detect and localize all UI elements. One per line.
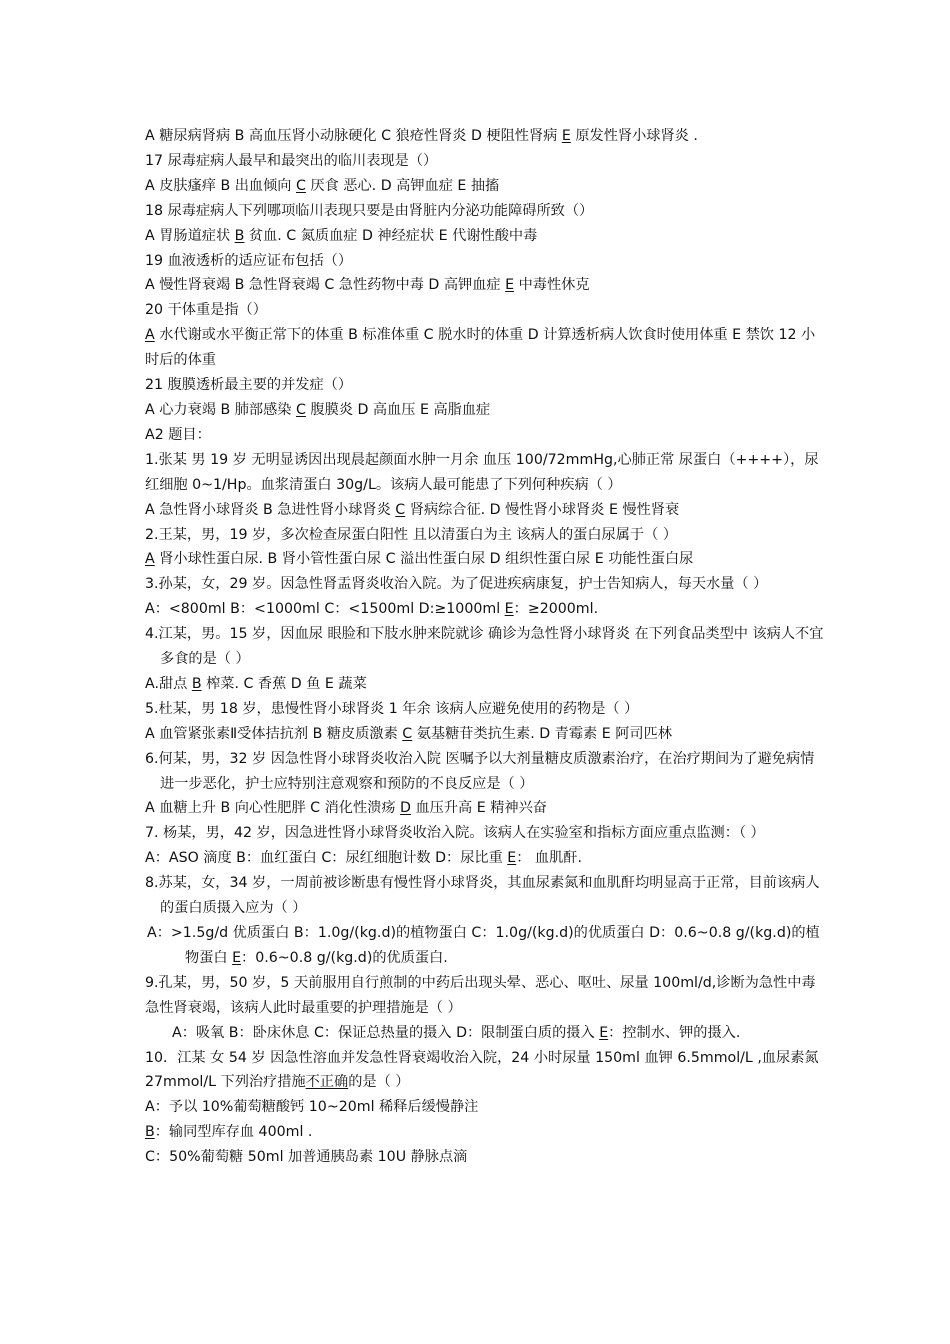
text-line bbox=[145, 821, 825, 846]
line-text: A 慢性肾衰竭 B 急性肾衰竭 C 急性药物中毒 D 高钾血症 bbox=[145, 277, 506, 294]
underlined-answer: E bbox=[561, 128, 571, 144]
underlined-answer: B bbox=[145, 1124, 155, 1141]
line-text: 3.孙某，女，29 岁。因急性肾盂肾炎收治入院。为了促进疾病康复，护士告知病人，每天水量（ ） bbox=[145, 576, 768, 593]
text-line bbox=[145, 124, 825, 149]
line-text: 8.苏某，女，34 岁，一周前被诊断患有慢性肾小球肾炎，其血尿素氮和血肌酐均明显高于正常，目前该病人的蛋白质摄入应为（ ） bbox=[145, 875, 820, 917]
text-line bbox=[145, 1120, 825, 1145]
text-line bbox=[145, 921, 825, 971]
text-line bbox=[145, 498, 825, 523]
line-text-rest: 血压升高 E 精神兴奋 bbox=[410, 800, 547, 817]
line-text: A 心力衰竭 B 肺部感染 bbox=[145, 401, 296, 418]
text-line bbox=[145, 398, 825, 423]
text-line bbox=[145, 273, 825, 298]
line-text: A 糖尿病肾病 B 高血压肾小动脉硬化 C 狼疮性肾炎 D 梗阻性肾病 bbox=[145, 128, 562, 144]
line-text: A：ASO 滴度 B：血红蛋白 C：尿红细胞计数 D：尿比重 bbox=[145, 850, 508, 867]
text-line bbox=[145, 298, 825, 323]
line-text: A：吸氧 B：卧床休息 C：保证总热量的摄入 D：限制蛋白质的摄入 bbox=[172, 1024, 600, 1041]
text-line bbox=[145, 249, 825, 274]
text-line bbox=[145, 1021, 825, 1046]
line-text: 20 干体重是指（） bbox=[145, 302, 267, 319]
line-text-rest: ：≥2000ml. bbox=[513, 601, 599, 618]
underlined-answer: B bbox=[191, 675, 202, 692]
line-text: 1.张某 男 19 岁 无明显诱因出现晨起颜面水肿一月余 血压 100/72mmHg,心肺正常 尿蛋白（++++），尿红细胞 0~1/Hp。血浆清蛋白 30g/L。该病人最可能患了下列何种疾病（ ） bbox=[145, 451, 819, 493]
line-text-rest: 厌食 恶心. D 高钾血症 E 抽搐 bbox=[305, 177, 500, 194]
underlined-answer: E bbox=[505, 277, 515, 294]
line-text-rest: ： 血肌酐. bbox=[516, 850, 583, 867]
text-line bbox=[145, 174, 825, 199]
line-text: 10．江某 女 54 岁 因急性溶血并发急性肾衰竭收治入院，24 小时尿量 150ml 血钾 6.5mmol/L ,血尿素氮 27mmol/L 下列治疗措施 bbox=[145, 1049, 819, 1091]
line-text: A：<800ml B：<1000ml C：<1500ml D:≥1000ml bbox=[145, 601, 505, 618]
text-line bbox=[145, 622, 825, 672]
text-line bbox=[145, 672, 825, 697]
line-text-rest: 肾小球性蛋白尿. B 肾小管性蛋白尿 C 溢出性蛋白尿 D 组织性蛋白尿 E 功能性蛋白尿 bbox=[154, 551, 694, 568]
text-line bbox=[145, 1145, 825, 1170]
underlined-answer: D bbox=[400, 800, 411, 817]
text-line bbox=[145, 199, 825, 224]
line-text: 17 尿毒症病人最早和最突出的临川表现是（） bbox=[145, 152, 438, 169]
text-line bbox=[145, 846, 825, 871]
text-line bbox=[145, 796, 825, 821]
underlined-answer: 不正确 bbox=[305, 1074, 349, 1091]
text-line bbox=[145, 547, 825, 572]
text-line bbox=[145, 971, 825, 1021]
line-text-rest: 榨菜. C 香蕉 D 鱼 E 蔬菜 bbox=[201, 675, 367, 692]
underlined-answer: E bbox=[232, 949, 242, 966]
line-text: A.甜点 bbox=[145, 675, 192, 692]
line-text: 2.王某，男，19 岁，多次检查尿蛋白阳性 且以清蛋白为主 该病人的蛋白尿属于（ ） bbox=[145, 526, 678, 543]
line-text-rest: ：输同型库存血 400ml . bbox=[154, 1124, 313, 1141]
text-line bbox=[145, 747, 825, 797]
text-line bbox=[145, 224, 825, 249]
line-text-rest: 贫血. C 氮质血症 D 神经症状 E 代谢性酸中毒 bbox=[244, 227, 538, 244]
line-text: A：>1.5g/d 优质蛋白 B：1.0g/(kg.d)的植物蛋白 C：1.0g/(kg.d)的优质蛋白 D：0.6~0.8 g/(kg.d)的植物蛋白 bbox=[147, 925, 820, 966]
text-line bbox=[145, 323, 825, 373]
line-text: 7. 杨某，男，42 岁，因急进性肾小球肾炎收治入院。该病人在实验室和指标方面应重点监测：（ ） bbox=[145, 825, 765, 842]
underlined-answer: C bbox=[402, 725, 413, 742]
line-text: 19 血液透析的适应证布包括（） bbox=[145, 252, 353, 269]
line-text-rest: 原发性肾小球肾炎 . bbox=[570, 128, 698, 144]
line-text: C：50%葡萄糖 50ml 加普通胰岛素 10U 静脉点滴 bbox=[145, 1149, 468, 1166]
text-line bbox=[145, 572, 825, 597]
text-line bbox=[145, 722, 825, 747]
text-line bbox=[145, 597, 825, 622]
line-text: A2 题目： bbox=[145, 426, 211, 443]
underlined-answer: E bbox=[504, 601, 514, 618]
line-text-rest: 的是（ ） bbox=[348, 1074, 410, 1091]
text-line bbox=[145, 448, 825, 498]
line-text: 4.江某，男。15 岁，因血尿 眼脸和下肢水肿来院就诊 确诊为急性肾小球肾炎 在下列食品类型中 该病人不宜多食的是（ ） bbox=[145, 626, 824, 668]
text-line bbox=[145, 523, 825, 548]
line-text: 5.杜某，男 18 岁，患慢性肾小球肾炎 1 年余 该病人应避免使用的药物是（ ） bbox=[145, 700, 639, 717]
text-line bbox=[145, 423, 825, 448]
text-line bbox=[145, 697, 825, 722]
text-line bbox=[145, 1095, 825, 1120]
line-text: 9.孔某，男，50 岁，5 天前服用自行煎制的中药后出现头晕、恶心、呕吐、尿量 100ml/d,诊断为急性中毒 急性肾衰竭，该病人此时最重要的护理措施是（ ） bbox=[145, 974, 816, 1016]
line-text-rest: 中毒性休克 bbox=[514, 277, 590, 294]
underlined-answer: C bbox=[295, 177, 306, 194]
document-body bbox=[145, 124, 825, 1170]
underlined-answer: E bbox=[507, 850, 517, 867]
underlined-answer: A bbox=[145, 551, 155, 568]
line-text: A 胃肠道症状 bbox=[145, 227, 235, 244]
underlined-answer: B bbox=[234, 227, 245, 244]
line-text: A：予以 10%葡萄糖酸钙 10~20ml 稀释后缓慢静注 bbox=[145, 1099, 479, 1116]
text-line bbox=[145, 149, 825, 174]
line-text-rest: ：控制水、钾的摄入. bbox=[608, 1024, 741, 1041]
line-text-rest: 肾病综合征. D 慢性肾小球肾炎 E 慢性肾衰 bbox=[405, 501, 680, 518]
line-text: A 血管紧张素Ⅱ受体拮抗剂 B 糖皮质激素 bbox=[145, 725, 403, 742]
line-text: 18 尿毒症病人下列哪项临川表现只要是由肾脏内分泌功能障碍所致（） bbox=[145, 202, 594, 219]
text-line bbox=[145, 373, 825, 398]
text-line bbox=[145, 871, 825, 921]
line-text-rest: ：0.6~0.8 g/(kg.d)的优质蛋白. bbox=[241, 949, 448, 966]
line-text: 21 腹膜透析最主要的并发症（） bbox=[145, 377, 353, 394]
underlined-answer: A bbox=[145, 327, 155, 344]
line-text: A 皮肤瘙痒 B 出血倾向 bbox=[145, 177, 296, 194]
line-text-rest: 腹膜炎 D 高血压 E 高脂血症 bbox=[305, 401, 491, 418]
line-text: A 血糖上升 B 向心性肥胖 C 消化性溃疡 bbox=[145, 800, 401, 817]
underlined-answer: C bbox=[295, 401, 306, 418]
line-text-rest: 氨基糖苷类抗生素. D 青霉素 E 阿司匹林 bbox=[412, 725, 672, 742]
line-text: 6.何某，男，32 岁 因急性肾小球肾炎收治入院 医嘱予以大剂量糖皮质激素治疗，在治疗期间为了避免病情进一步恶化，护士应特别注意观察和预防的不良反应是（ ） bbox=[145, 750, 815, 792]
line-text: A 急性肾小球肾炎 B 急进性肾小球肾炎 bbox=[145, 501, 396, 518]
text-line bbox=[145, 1046, 825, 1096]
line-text-rest: 水代谢或水平衡正常下的体重 B 标准体重 C 脱水时的体重 D 计算透析病人饮食时使用体重 E 禁饮 12 小时后的体重 bbox=[145, 327, 816, 369]
underlined-answer: E bbox=[599, 1024, 609, 1041]
underlined-answer: C bbox=[395, 501, 406, 518]
